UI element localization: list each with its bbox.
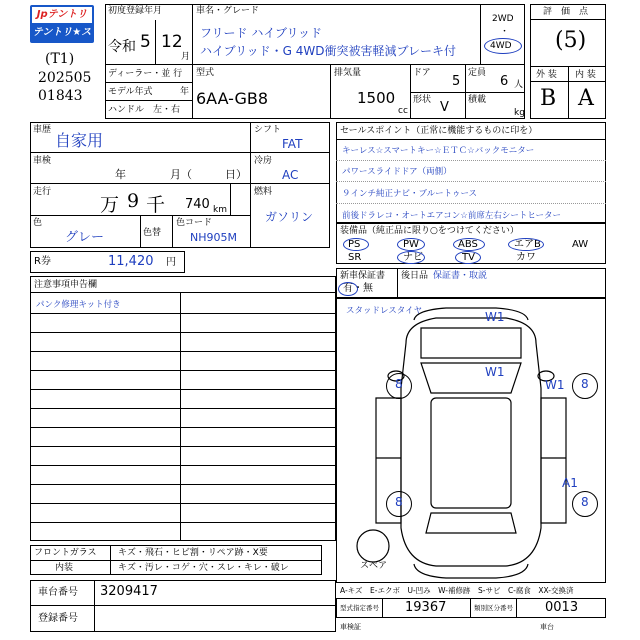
notes-rule (30, 332, 336, 333)
tire-rl: 8 (395, 495, 403, 509)
color-changed-label: 色替 (143, 228, 162, 238)
handle-label: ハンドル 左・右 (108, 105, 181, 115)
sales-point-3: ９インチ純正ナビ・ブルートゥース (342, 189, 478, 199)
mileage-sen: 千 (146, 194, 166, 216)
equip-airbag-circle (508, 238, 544, 251)
notes-rule (30, 370, 336, 371)
header-box (105, 4, 525, 119)
first-reg-month: 12 (161, 32, 183, 52)
load-unit: kg (514, 108, 525, 118)
color-value: グレー (65, 230, 105, 245)
fuel-value: ガソリン (265, 210, 314, 224)
displacement-unit: cc (398, 106, 408, 116)
usage-label: 車歴 (33, 125, 52, 135)
equip-ps: PS (348, 239, 361, 250)
inspection-text: 年 月（ 日） (115, 168, 247, 181)
notes-rule (30, 313, 336, 314)
color-code: NH905M (190, 231, 237, 244)
capacity-label: 定員 (468, 68, 487, 78)
front-glass-label: フロントガラス (34, 548, 97, 558)
model-year-unit: 年 (180, 87, 190, 97)
rating-label: 評 価 点 (543, 7, 589, 17)
equip-abs: ABS (458, 239, 478, 250)
tire-fl: 8 (395, 377, 403, 391)
inspection-label: 車検 (33, 156, 52, 166)
chassis-label: 車台番号 (38, 587, 78, 598)
service-label: 後日品 (401, 271, 429, 281)
recycle-unit: 円 (166, 257, 176, 268)
lot-number-b: 01843 (38, 88, 83, 104)
sales-point-1: キーレス☆スマートキー☆ＥＴＣ☆バックモニター (342, 146, 535, 156)
equip-navi: ナビ (403, 252, 423, 263)
aircon-value: AC (282, 168, 299, 182)
car-name-label: 車名・グレード (196, 6, 260, 16)
first-reg-era: 令和 (108, 39, 136, 55)
drive-2wd: 2WD (492, 14, 514, 24)
rating-value: (5) (555, 28, 587, 53)
drive-dot: ・ (500, 27, 510, 37)
equip-leather: カワ (516, 252, 536, 263)
exterior-grade: B (540, 86, 557, 111)
sales-point-4: 前後ドラレコ・オートエアコン☆前席左右シートヒーター (342, 211, 562, 221)
sales-point-2: パワースライドドア（両側） (342, 167, 452, 177)
mark-a1: A1 (562, 476, 578, 490)
equip-navi-circle (397, 251, 425, 264)
drive-4wd: 4WD (490, 41, 512, 51)
shape-label: 形状 (413, 95, 432, 105)
equip-aw: AW (572, 239, 589, 250)
logo-line1: Jpテントリ (32, 7, 92, 23)
service-value: 保証書・取説 (433, 271, 488, 281)
doors-label: ドア (413, 68, 431, 78)
shift-value: FAT (282, 137, 303, 151)
tire-rr: 8 (581, 495, 589, 509)
lot-number-a: 202505 (38, 70, 92, 86)
equip-pw-circle (397, 238, 425, 251)
equip-airbag: エアB (514, 239, 541, 250)
notes-rule (30, 484, 336, 485)
equipment-label: 装備品（純正品に限り○をつけてください） (340, 226, 519, 236)
mark-w1-mid: W1 (485, 365, 505, 379)
equip-tv-circle (455, 251, 481, 264)
model-value: 6AA-GB8 (196, 89, 269, 108)
capacity-value: 6 (500, 74, 509, 89)
shape-value: V (440, 100, 449, 115)
usage-value: 自家用 (55, 131, 104, 150)
dealer-label: ディーラー・並 行 (108, 69, 183, 79)
notes-rule (30, 522, 336, 523)
mileage-label: 走行 (33, 187, 52, 197)
warranty-circle (338, 282, 358, 296)
car-diagram (336, 298, 606, 583)
model-label: 型式 (196, 68, 215, 78)
class-code-value: 0013 (545, 600, 579, 615)
color-label: 色 (33, 218, 43, 228)
notes-rule (30, 351, 336, 352)
legend: A-キズ E-エクボ U-凹み W-補修跡 S-サビ C-腐食 XX-交換済 (340, 586, 574, 595)
first-reg-year: 5 (140, 32, 151, 52)
warranty-label: 新車保証書 (340, 271, 386, 281)
equip-abs-circle (453, 238, 485, 251)
aircon-label: 冷房 (254, 156, 273, 166)
fuel-label: 燃料 (254, 187, 273, 197)
equip-sr: SR (348, 252, 362, 263)
spare-label: スペア (360, 561, 388, 571)
displacement-label: 排気量 (334, 68, 362, 78)
class-code-label: 類別区分番号 (474, 604, 513, 612)
equip-pw: PW (403, 239, 419, 250)
grade-code: (T1) (45, 51, 75, 67)
shift-label: シフト (254, 125, 282, 135)
displacement-value: 1500 (357, 89, 396, 107)
footer-left: 車検証 (340, 623, 361, 631)
logo-line2: テントリ★スター (32, 27, 92, 54)
mileage-man: 万 (100, 194, 120, 216)
warranty-value: 有・無 (343, 283, 373, 294)
interior-label: 内 装 (575, 70, 596, 80)
sales-points-label: セールスポイント（正常に機能するものに印を） (340, 126, 538, 136)
exterior-label: 外 装 (536, 70, 557, 80)
notes-rule (30, 465, 336, 466)
doors-value: 5 (452, 74, 461, 89)
color-code-label: 色コード (176, 218, 213, 228)
notes-rule (30, 427, 336, 428)
equip-tv: TV (462, 252, 475, 263)
recycle-value: 11,420 (108, 254, 154, 269)
interior-grade: A (578, 86, 594, 111)
model-code-value: 19367 (405, 600, 447, 615)
mark-w1-right: W1 (545, 378, 565, 392)
car-name-line1: フリード ハイブリッド (200, 26, 323, 40)
capacity-unit: 人 (514, 80, 524, 90)
chassis-value: 3209417 (100, 584, 158, 599)
front-glass-value: キズ・飛石・ヒビ割・リペア跡・X要 (118, 548, 268, 558)
equip-ps-circle (343, 238, 369, 251)
mileage-rest: 740 (185, 197, 210, 212)
registration-label: 登録番号 (38, 613, 78, 624)
notes-rule (30, 408, 336, 409)
load-label: 積載 (468, 95, 487, 105)
mileage-unit: km (213, 205, 227, 215)
first-reg-label: 初度登録年月 (108, 6, 163, 16)
tire-note: スタッドレスタイヤ (346, 306, 423, 316)
notes-label: 注意事項申告欄 (34, 280, 98, 290)
model-code-label: 型式指定番号 (340, 604, 379, 612)
interior-cond-value: キズ・汚レ・コゲ・穴・スレ・キレ・破レ (118, 563, 289, 573)
car-name-line2: ハイブリッド・G 4WD衝突被害軽減ブレーキ付 (200, 44, 457, 58)
notes-rule (30, 503, 336, 504)
mark-w1-top: W1 (485, 310, 505, 324)
first-reg-month-unit: 月 (181, 52, 191, 62)
recycle-label: R券 (34, 256, 51, 267)
tire-fr: 8 (581, 377, 589, 391)
interior-cond-label: 内装 (55, 563, 74, 573)
footer-right: 車台 (540, 623, 554, 631)
model-year-label: モデル年式 (108, 87, 153, 97)
mileage-nine: 9 (127, 190, 140, 212)
notes-rule (30, 389, 336, 390)
notes-rule (30, 446, 336, 447)
notes-text: パンク修理キット付き (36, 300, 121, 310)
logo (30, 5, 94, 54)
